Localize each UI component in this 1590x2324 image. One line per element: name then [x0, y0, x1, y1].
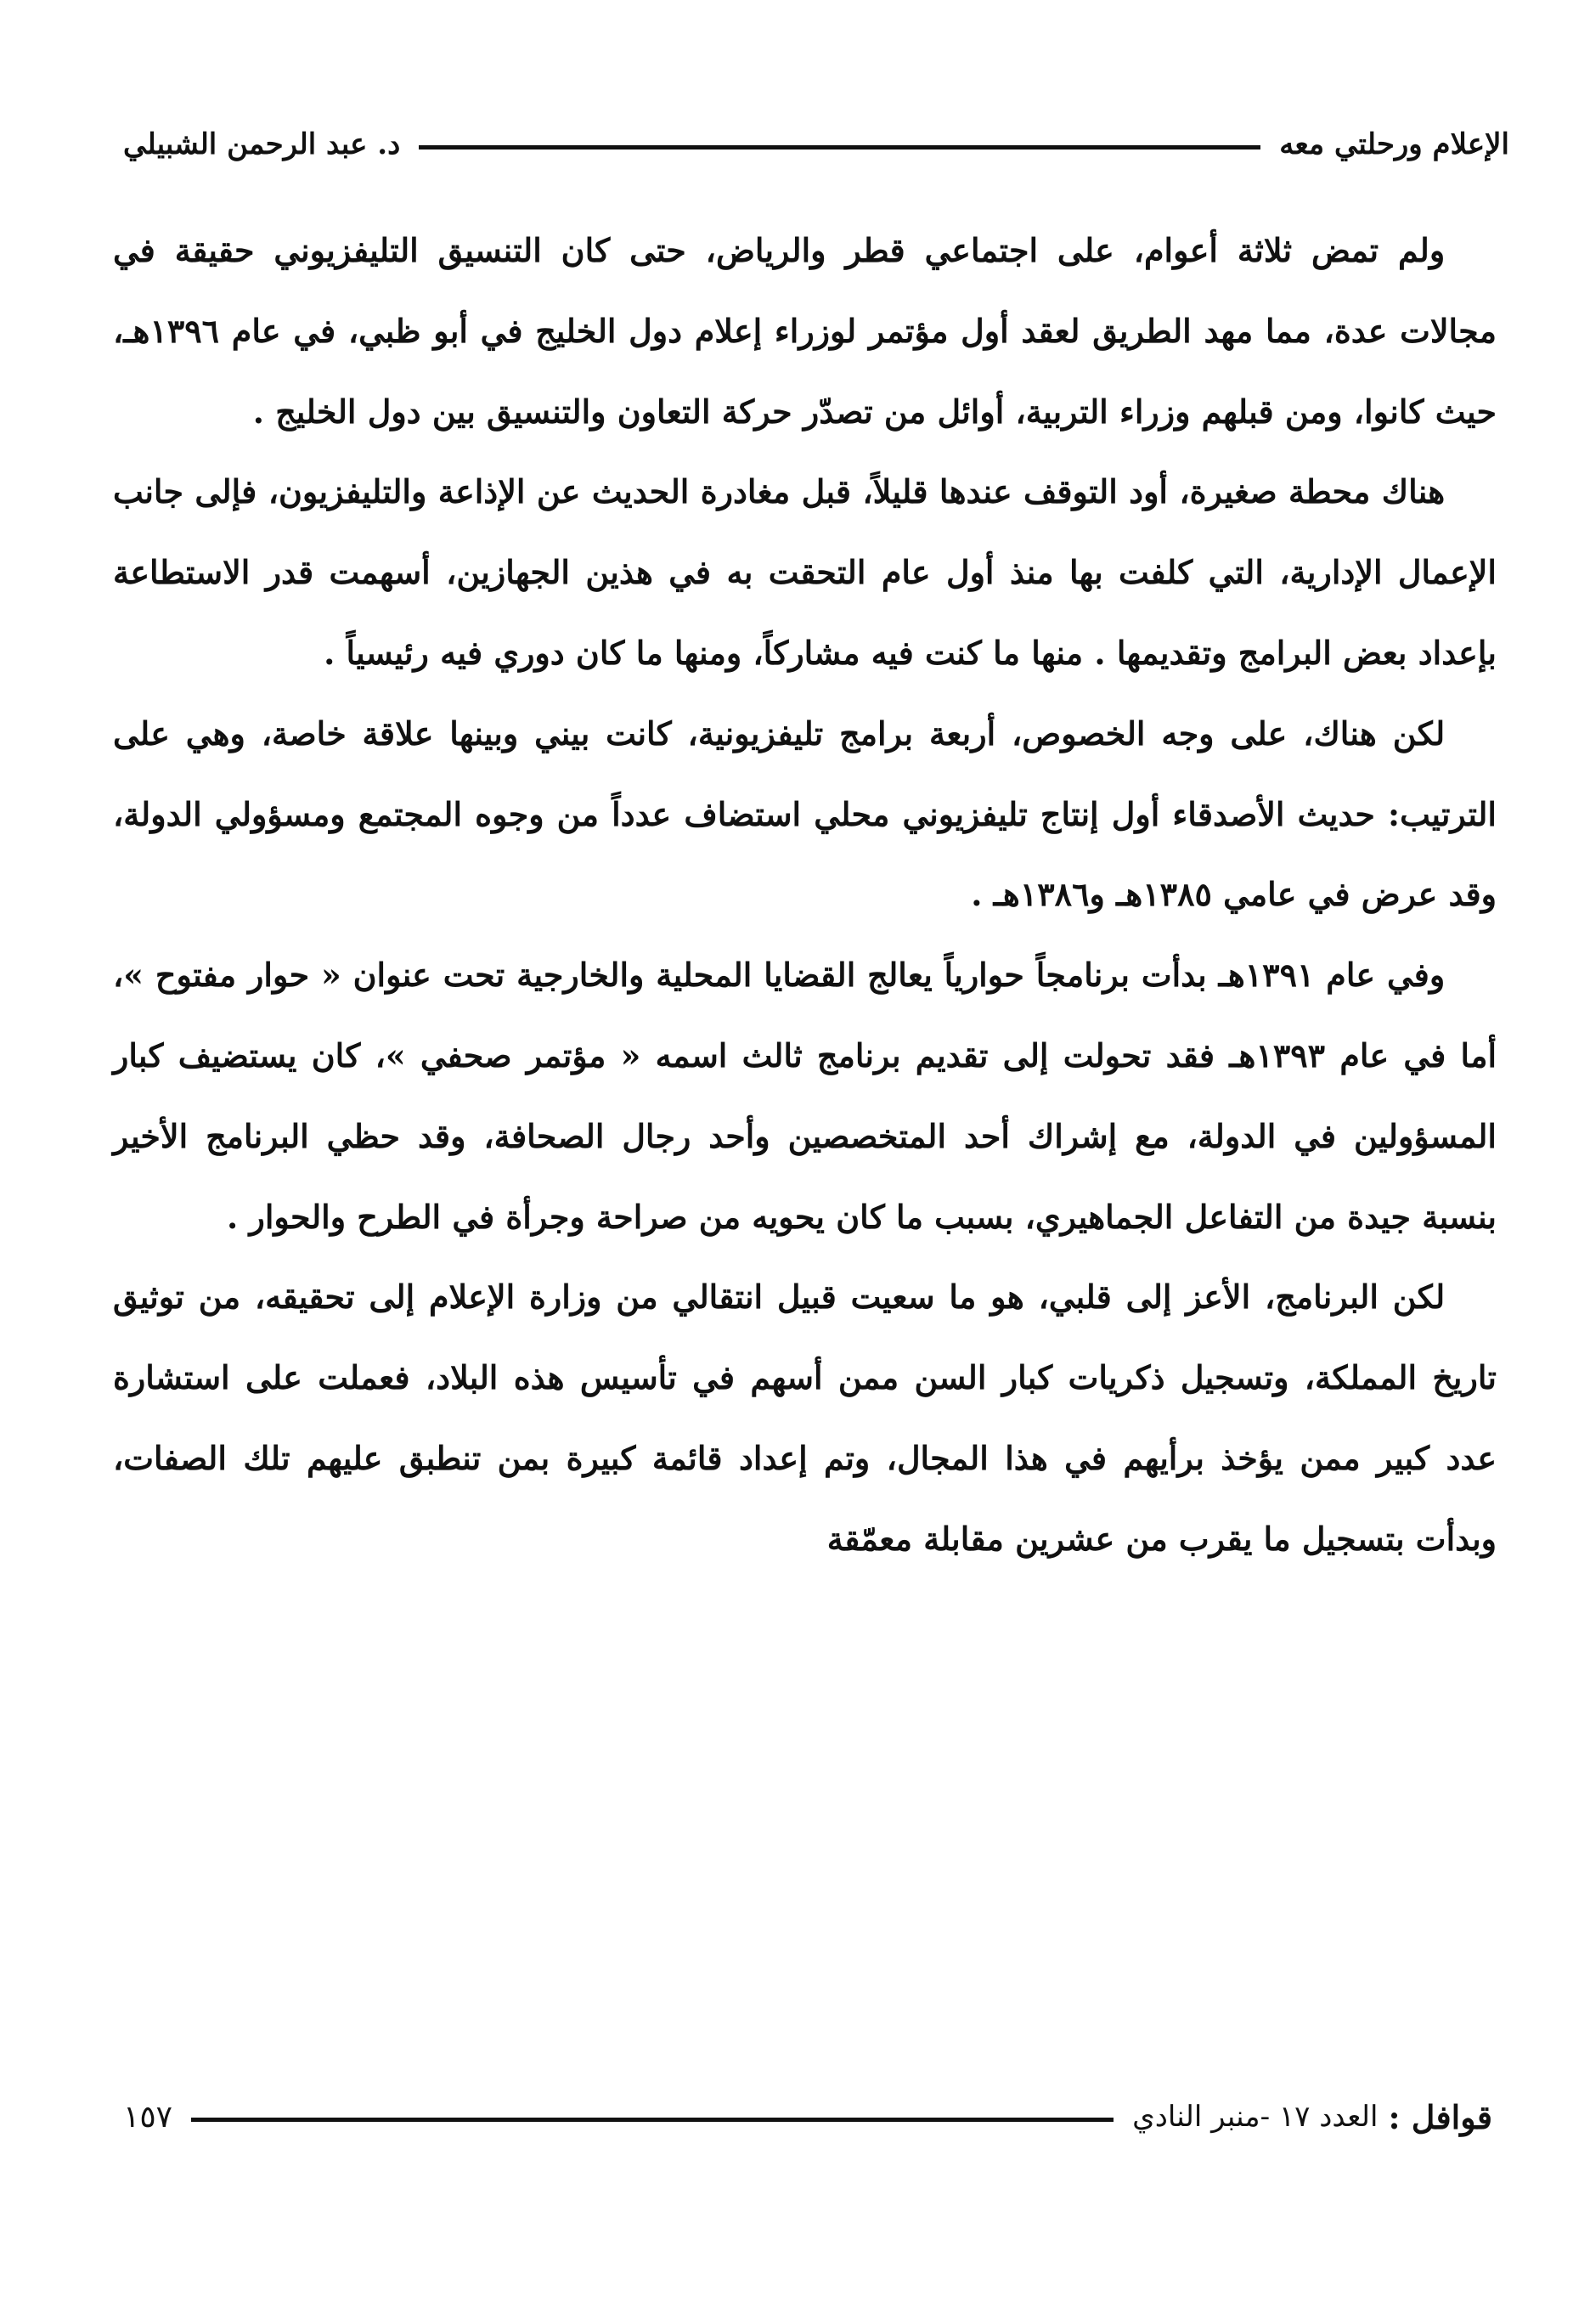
book-title: الإعلام ورحلتي معه — [1279, 127, 1509, 161]
page-number: ١٥٧ — [123, 2099, 173, 2135]
paragraph: ولم تمض ثلاثة أعوام، على اجتماعي قطر والرياض، حتى كان التنسيق التليفزيوني حقيقة في مجالات عدة، مما مهد الطريق لعقد أول مؤتمر لوزراء إعلام دول الخليج في أبو ظبي، في عام ١٣٩٦هـ، حيث كانوا، ومن قبلهم وزراء التربية، أوائل من تصدّر حركة التعاون والتنسيق بين دول الخليج . — [113, 231, 1497, 431]
author-name: د. عبد الرحمن الشبيلي — [123, 127, 401, 161]
journal-name: قوافل : — [1388, 2097, 1492, 2136]
running-header — [123, 119, 1509, 170]
paragraph: هناك محطة صغيرة، أود التوقف عندها قليلاً، قبل مغادرة الحديث عن الإذاعة والتليفزيون، فإلى جانب الإعمال الإدارية، التي كلفت بها منذ أول عام التحقت به في هذين الجهازين، أسهمت قدر الاستطاعة بإعداد بعض البرامج وتقديمها . منها ما كنت فيه مشاركاً، ومنها ما كان دوري فيه رئيسياً . — [113, 472, 1497, 672]
issue-label: العدد ١٧ -منبر النادي — [1132, 2100, 1379, 2134]
paragraph: لكن البرنامج، الأعز إلى قلبي، هو ما سعيت قبيل انتقالي من وزارة الإعلام إلى تحقيقه، من توثيق تاريخ المملكة، وتسجيل ذكريات كبار السن ممن أسهم في تأسيس هذه البلاد، فعملت على استشارة عدد كبير ممن يؤخذ برأيهم في هذا المجال، وتم إعداد قائمة كبيرة بمن تنطبق عليهم تلك الصفات، وبدأت بتسجيل ما يقرب من عشرين مقابلة معمّقة — [113, 1278, 1497, 1558]
footer-rule — [191, 2118, 1114, 2122]
body-text — [113, 211, 1497, 1580]
header-rule — [419, 145, 1260, 149]
page-footer — [123, 2091, 1492, 2142]
paragraph: وفي عام ١٣٩١هـ بدأت برنامجاً حوارياً يعالج القضايا المحلية والخارجية تحت عنوان « حوار مفتوح »، أما في عام ١٣٩٣هـ فقد تحولت إلى تقديم برنامج ثالث اسمه « مؤتمر صحفي »، كان يستضيف كبار المسؤولين في الدولة، مع إشراك أحد المتخصصين وأحد رجال الصحافة، وقد حظي البرنامج الأخير بنسبة جيدة من التفاعل الجماهيري، بسبب ما كان يحويه من صراحة وجرأة في الطرح والحوار . — [113, 956, 1497, 1236]
paragraph: لكن هناك، على وجه الخصوص، أربعة برامج تليفزيونية، كانت بيني وبينها علاقة خاصة، وهي على الترتيب: حديث الأصدقاء أول إنتاج تليفزيوني محلي استضاف عدداً من وجوه المجتمع ومسؤولي الدولة، وقد عرض في عامي ١٣٨٥هـ و١٣٨٦هـ . — [113, 714, 1497, 914]
